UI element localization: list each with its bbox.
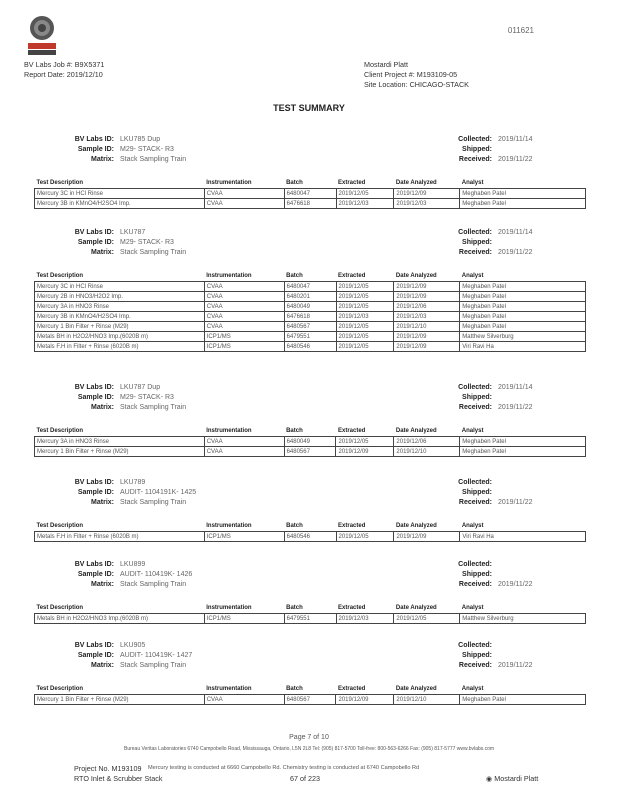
received-label: Received: (458, 156, 492, 163)
table-cell: CVAA (204, 695, 284, 705)
table-cell: Mercury 3A in HNO3 Rinse (35, 437, 205, 447)
table-cell: 2019/12/06 (394, 302, 460, 312)
sample-id-label: Sample ID: (77, 571, 114, 578)
column-header: Batch (286, 428, 303, 434)
collected-value: 2019/11/14 (498, 384, 533, 391)
matrix-value: Stack Sampling Train (120, 499, 187, 506)
column-header: Instrumentation (206, 686, 252, 692)
sample-id-value: M29- STACK- R3 (120, 146, 174, 153)
table-cell: Meghaben Patel (460, 312, 586, 322)
sample-id-label: Sample ID: (77, 146, 114, 153)
table-cell: 2019/12/05 (336, 282, 394, 292)
column-header: Test Description (36, 605, 84, 611)
table-cell: 6480201 (284, 292, 336, 302)
table-cell: CVAA (204, 189, 284, 199)
table-row (35, 447, 586, 457)
column-header: Date Analyzed (395, 180, 437, 186)
table-cell: 2019/12/09 (336, 447, 394, 457)
table-row (35, 342, 586, 352)
table-cell: CVAA (204, 282, 284, 292)
matrix-value: Stack Sampling Train (120, 249, 187, 256)
collected-value: 2019/11/14 (498, 229, 533, 236)
table-cell: Mercury 1 Bin Filter + Rinse (M29) (35, 695, 205, 705)
collected-value: 2019/11/14 (498, 136, 533, 143)
table-cell: 2019/12/09 (394, 282, 460, 292)
column-header: Date Analyzed (395, 686, 437, 692)
table-cell: 2019/12/06 (394, 437, 460, 447)
column-header: Date Analyzed (395, 523, 437, 529)
matrix-row (34, 248, 186, 258)
column-header: Batch (286, 273, 303, 279)
table-cell: 2019/12/05 (336, 332, 394, 342)
column-header: Analyst (461, 428, 484, 434)
table-cell: Meghaben Patel (460, 292, 586, 302)
sample-id-value: AUDIT- 1104191K- 1425 (120, 489, 197, 496)
column-header: Batch (286, 605, 303, 611)
matrix-row (34, 498, 196, 508)
collected-label: Collected: (458, 384, 492, 391)
bv-labs-id-label: BV Labs ID: (74, 479, 114, 486)
table-cell: 2019/12/05 (336, 302, 394, 312)
site-location-line (364, 80, 469, 90)
table-cell: 6479551 (284, 614, 336, 624)
shipped-label: Shipped: (462, 146, 492, 153)
table-cell: CVAA (204, 292, 284, 302)
report-date-line (24, 70, 103, 80)
shipped-label: Shipped: (462, 394, 492, 401)
bv-labs-id-row (34, 228, 186, 238)
table-cell: 2019/12/05 (336, 342, 394, 352)
table-cell: 6480049 (284, 437, 336, 447)
table-cell: 2019/12/09 (394, 332, 460, 342)
column-header: Instrumentation (206, 428, 252, 434)
bv-labs-id-value: LKU905 (120, 642, 146, 649)
table-row (35, 695, 586, 705)
table-cell: CVAA (204, 447, 284, 457)
received-value: 2019/11/22 (498, 156, 533, 163)
shipped-label: Shipped: (462, 652, 492, 659)
sample-id-value: M29- STACK- R3 (120, 394, 174, 401)
shipped-row (436, 238, 533, 248)
collected-row (436, 135, 533, 145)
table-cell: CVAA (204, 437, 284, 447)
column-header: Extracted (338, 605, 366, 611)
column-header: Analyst (461, 180, 484, 186)
collected-label: Collected: (458, 642, 492, 649)
table-cell: Meghaben Patel (460, 302, 586, 312)
column-header: Extracted (338, 523, 366, 529)
table-cell: CVAA (204, 199, 284, 209)
matrix-label: Matrix: (91, 581, 114, 588)
shipped-row (436, 145, 533, 155)
sample-id-value: AUDIT- 110419K- 1427 (120, 652, 193, 659)
bv-labs-id-row (34, 383, 186, 393)
matrix-value: Stack Sampling Train (120, 581, 187, 588)
sample-dates (436, 641, 533, 671)
table-cell: 6476618 (284, 199, 336, 209)
bv-labs-id-row (34, 641, 192, 651)
table-cell: Viri Ravi Ha (460, 532, 586, 542)
matrix-value: Stack Sampling Train (120, 156, 187, 163)
table-cell: 6480546 (284, 342, 336, 352)
collected-row (436, 383, 533, 393)
table-cell: 2019/12/05 (336, 292, 394, 302)
bv-labs-id-row (34, 560, 192, 570)
shipped-row (436, 651, 533, 661)
page-id: 011621 (507, 26, 534, 35)
matrix-value: Stack Sampling Train (120, 404, 187, 411)
received-row (436, 498, 533, 508)
table-header (35, 521, 586, 532)
matrix-label: Matrix: (91, 662, 114, 669)
matrix-row (34, 155, 186, 165)
table-row (35, 322, 586, 332)
table-cell: Viri Ravi Ha (460, 342, 586, 352)
table-cell: Matthew Silverburg (460, 332, 586, 342)
matrix-row (34, 403, 186, 413)
table-cell: 2019/12/05 (336, 189, 394, 199)
bv-labs-id-label: BV Labs ID: (74, 229, 114, 236)
received-value: 2019/11/22 (498, 662, 533, 669)
sample-id-value: AUDIT- 110419K- 1426 (120, 571, 193, 578)
sample-info (34, 135, 186, 165)
table-cell: 2019/12/10 (394, 447, 460, 457)
bv-labs-id-label: BV Labs ID: (74, 384, 114, 391)
table-cell: 2019/12/03 (336, 614, 394, 624)
sample-dates (436, 478, 533, 508)
table-row (35, 199, 586, 209)
sample-id-row (34, 145, 186, 155)
column-header: Extracted (338, 273, 366, 279)
received-label: Received: (458, 499, 492, 506)
collected-label: Collected: (458, 136, 492, 143)
sample-id-row (34, 570, 192, 580)
column-header: Test Description (36, 686, 84, 692)
rto-label: RTO Inlet & Scrubber Stack (74, 774, 163, 783)
table-cell: 2019/12/10 (394, 695, 460, 705)
sample-id-row (34, 651, 192, 661)
table-cell: ICP1/MS (204, 332, 284, 342)
column-header: Test Description (36, 180, 84, 186)
column-header: Batch (286, 180, 303, 186)
table-cell: 6476618 (284, 312, 336, 322)
column-header: Analyst (461, 523, 484, 529)
table-header (35, 271, 586, 282)
table-cell: 2019/12/09 (394, 342, 460, 352)
test-table (34, 426, 586, 457)
table-cell: Mercury 1 Bin Filter + Rinse (M29) (35, 322, 205, 332)
column-header: Instrumentation (206, 605, 252, 611)
table-cell: Meghaben Patel (460, 322, 586, 332)
brand-name: Mostardi Platt (494, 774, 539, 783)
received-value: 2019/11/22 (498, 249, 533, 256)
table-row (35, 282, 586, 292)
table-cell: CVAA (204, 302, 284, 312)
sample-info (34, 641, 192, 671)
table-cell: ICP1/MS (204, 532, 284, 542)
collected-label: Collected: (458, 229, 492, 236)
table-cell: 6480567 (284, 447, 336, 457)
page-number: Page 7 of 10 (289, 734, 329, 741)
table-cell: 6480049 (284, 302, 336, 312)
table-cell: Mercury 3B in KMnO4/H2SO4 Imp. (35, 199, 205, 209)
shipped-label: Shipped: (462, 571, 492, 578)
bv-labs-id-value: LKU899 (120, 561, 146, 568)
report-page-of: 67 of 223 (290, 774, 320, 783)
sample-info (34, 478, 196, 508)
table-row (35, 189, 586, 199)
table-cell: Meghaben Patel (460, 282, 586, 292)
column-header: Analyst (461, 605, 484, 611)
table-header (35, 603, 586, 614)
brand-footer (486, 774, 538, 783)
collected-label: Collected: (458, 561, 492, 568)
table-cell: 6480047 (284, 282, 336, 292)
table-cell: 2019/12/05 (336, 437, 394, 447)
sample-id-row (34, 238, 186, 248)
collected-label: Collected: (458, 479, 492, 486)
job-value: B9X5371 (74, 60, 105, 69)
received-label: Received: (458, 581, 492, 588)
table-cell: Mercury 1 Bin Filter + Rinse (M29) (35, 447, 205, 457)
received-row (436, 155, 533, 165)
bv-labs-id-value: LKU787 (120, 229, 146, 236)
table-cell: 2019/12/05 (336, 532, 394, 542)
table-cell: Mercury 2B in HNO3/H2O2 Imp. (35, 292, 205, 302)
column-header: Extracted (338, 180, 366, 186)
table-cell: 2019/12/09 (394, 532, 460, 542)
sample-id-row (34, 488, 196, 498)
report-date-label: Report Date: (24, 70, 65, 79)
shipped-row (436, 393, 533, 403)
column-header: Analyst (461, 273, 484, 279)
table-cell: 6480567 (284, 322, 336, 332)
table-cell: Metals BH in H2O2/HNO3 Imp.(6020B m) (35, 614, 205, 624)
project-value: M193109-05 (416, 70, 458, 79)
table-cell: Meghaben Patel (460, 199, 586, 209)
column-header: Instrumentation (206, 523, 252, 529)
table-header (35, 178, 586, 189)
test-table (34, 178, 586, 209)
sample-dates (436, 560, 533, 590)
table-cell: CVAA (204, 322, 284, 332)
lab-address: Bureau Veritas Laboratories 6740 Campobello Road, Mississauga, Ontario, L5N 2L8 Tel: (905) 817-5700 Toll-free: 800-563-6266 Fax: (905) 817-5777 www.bvlabs.com (123, 746, 495, 752)
bv-labs-id-row (34, 478, 196, 488)
table-cell: 2019/12/09 (394, 189, 460, 199)
table-cell: Metals BH in H2O2/HNO3 Imp.(6020B m) (35, 332, 205, 342)
table-cell: Metals F.H in Filter + Rinse (6020B m) (35, 342, 205, 352)
table-cell: ICP1/MS (204, 342, 284, 352)
site-value: CHICAGO-STACK (409, 80, 469, 89)
table-cell: Mercury 3C in HCl Rinse (35, 189, 205, 199)
matrix-value: Stack Sampling Train (120, 662, 187, 669)
table-cell: 2019/12/03 (394, 199, 460, 209)
table-cell: 6480546 (284, 532, 336, 542)
table-cell: 2019/12/09 (336, 695, 394, 705)
table-cell: 2019/12/03 (336, 312, 394, 322)
table-cell: Matthew Silverburg (460, 614, 586, 624)
sample-dates (436, 135, 533, 165)
column-header: Date Analyzed (395, 273, 437, 279)
received-row (436, 403, 533, 413)
table-cell: Mercury 3C in HCl Rinse (35, 282, 205, 292)
sample-info (34, 560, 192, 590)
table-cell: 2019/12/05 (336, 322, 394, 332)
matrix-row (34, 580, 192, 590)
bv-labs-id-value: LKU785 Dup (120, 136, 161, 143)
site-label: Site Location: (364, 80, 408, 89)
column-header: Extracted (337, 428, 366, 434)
table-cell: Meghaben Patel (460, 447, 586, 457)
received-label: Received: (458, 404, 492, 411)
table-cell: Meghaben Patel (460, 695, 586, 705)
sample-id-value: M29- STACK- R3 (120, 239, 174, 246)
table-row (35, 332, 586, 342)
table-cell: ICP1/MS (204, 614, 284, 624)
job-number-line (24, 60, 104, 70)
table-row (35, 437, 586, 447)
column-header: Date Analyzed (395, 428, 437, 434)
sample-id-label: Sample ID: (77, 394, 114, 401)
table-cell: 2019/12/10 (394, 322, 460, 332)
column-header: Batch (286, 686, 303, 692)
client-name: Mostardi Platt (364, 60, 408, 69)
column-header: Test Description (36, 273, 84, 279)
received-value: 2019/11/22 (498, 404, 533, 411)
matrix-label: Matrix: (91, 156, 114, 163)
shipped-row (436, 570, 533, 580)
received-value: 2019/11/22 (498, 499, 533, 506)
table-cell: Meghaben Patel (460, 437, 586, 447)
table-cell: 2019/12/05 (394, 614, 460, 624)
collected-row (436, 478, 533, 488)
table-header (35, 684, 586, 695)
received-row (436, 580, 533, 590)
column-header: Instrumentation (206, 273, 252, 279)
table-cell: Mercury 3B in KMnO4/H2SO4 Imp. (35, 312, 205, 322)
test-table (34, 271, 586, 352)
shipped-label: Shipped: (462, 239, 492, 246)
project-label: Client Project #: (364, 70, 415, 79)
bv-labs-id-row (34, 135, 186, 145)
column-header: Test Description (36, 523, 84, 529)
sample-id-label: Sample ID: (77, 239, 114, 246)
bureau-veritas-logo-icon (24, 14, 60, 58)
shipped-label: Shipped: (462, 489, 492, 496)
collected-row (436, 560, 533, 570)
table-cell: 2019/12/03 (394, 312, 460, 322)
table-cell: CVAA (204, 312, 284, 322)
table-cell: 2019/12/09 (394, 292, 460, 302)
bv-labs-id-label: BV Labs ID: (74, 136, 114, 143)
test-table (34, 521, 586, 542)
sample-info (34, 228, 186, 258)
bv-labs-id-value: LKU789 (120, 479, 146, 486)
received-row (436, 248, 533, 258)
column-header: Batch (286, 523, 303, 529)
received-label: Received: (458, 662, 492, 669)
table-cell: 2019/12/03 (336, 199, 394, 209)
client-project-line (364, 70, 457, 80)
sample-id-label: Sample ID: (77, 652, 114, 659)
table-row (35, 292, 586, 302)
column-header: Date Analyzed (395, 605, 437, 611)
testing-location-note: Mercury testing is conducted at 6660 Campobello Rd. Chemistry testing is conducted at 6740 Campobello Rd (148, 765, 420, 771)
table-cell: 6479551 (284, 332, 336, 342)
sample-id-label: Sample ID: (77, 489, 114, 496)
bv-labs-id-label: BV Labs ID: (74, 561, 114, 568)
sample-dates (436, 228, 533, 258)
matrix-label: Matrix: (91, 249, 114, 256)
test-table (34, 603, 586, 624)
collected-row (436, 228, 533, 238)
collected-row (436, 641, 533, 651)
sample-id-row (34, 393, 186, 403)
received-value: 2019/11/22 (498, 581, 533, 588)
table-cell: 6480047 (284, 189, 336, 199)
sample-info (34, 383, 186, 413)
test-table (34, 684, 586, 705)
bv-labs-id-label: BV Labs ID: (74, 642, 114, 649)
table-row (35, 312, 586, 322)
column-header: Extracted (337, 686, 366, 692)
received-row (436, 661, 533, 671)
bv-labs-id-value: LKU787 Dup (120, 384, 161, 391)
matrix-label: Matrix: (91, 404, 114, 411)
table-cell: 6480567 (284, 695, 336, 705)
job-label: BV Labs Job #: (24, 60, 73, 69)
brand-icon: ◉ (486, 774, 493, 783)
column-header: Test Description (36, 428, 84, 434)
table-cell: Metals F.H in Filter + Rinse (6020B m) (35, 532, 205, 542)
sample-dates (436, 383, 533, 413)
column-header: Analyst (461, 686, 484, 692)
table-row (35, 302, 586, 312)
report-date-value: 2019/12/10 (66, 70, 103, 79)
table-row (35, 532, 586, 542)
matrix-label: Matrix: (91, 499, 114, 506)
column-header: Instrumentation (206, 180, 252, 186)
received-label: Received: (458, 249, 492, 256)
table-cell: Meghaben Patel (460, 189, 586, 199)
project-number: Project No. M193109 (74, 764, 142, 773)
table-row (35, 614, 586, 624)
page-title: TEST SUMMARY (273, 103, 345, 113)
table-cell: Mercury 3A in HNO3 Rinse (35, 302, 205, 312)
table-header (35, 426, 586, 437)
shipped-row (436, 488, 533, 498)
matrix-row (34, 661, 192, 671)
